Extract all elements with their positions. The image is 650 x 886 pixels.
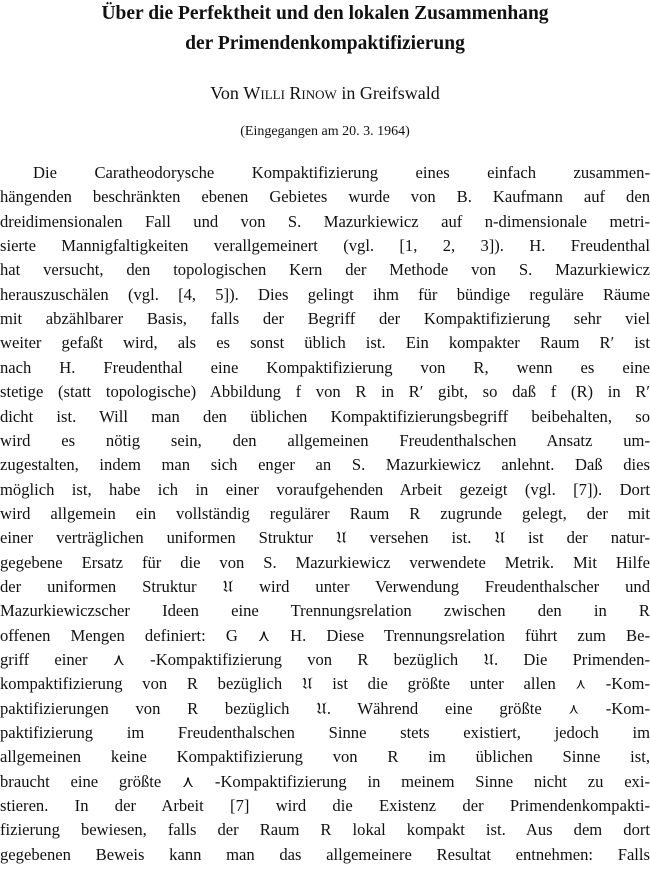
- text-line: Mazurkiewiczscher Ideen eine Trennungsrelation zwischen den in R: [0, 601, 650, 621]
- text-line: hat versucht, den topologischen Kern der Methode von S. Mazurkiewicz: [0, 260, 650, 280]
- text-line: weiter gefaßt wird, als es sonst üblich ist. Ein kompakter Raum R′ ist: [0, 333, 650, 353]
- text-line: wird allgemein ein vollständig regulärer Raum R zugrunde gelegt, der mit: [0, 503, 650, 523]
- text-line: mit abzählbarer Basis, falls der Begriff der Kompaktifizierung sehr viel: [0, 309, 650, 329]
- text-line: kompaktifizierung von R bezüglich 𝔘 ist die größte unter allen ⋏ -Kom-: [0, 674, 650, 694]
- text-line: stieren. In der Arbeit [7] wird die Existenz der Primendenkompakti-: [0, 796, 650, 816]
- text-line: der uniformen Struktur 𝔘 wird unter Verwendung Freudenthalscher und: [0, 576, 650, 596]
- text-line: zugestalten, indem man sich enger an S. Mazurkiewicz anlehnt. Daß dies: [0, 455, 650, 475]
- text-line: griff einer ⋏ -Kompaktifizierung von R bezüglich 𝔘. Die Primenden-: [0, 650, 650, 669]
- text-line: dreidimensionalen Fall und von S. Mazurkiewicz auf n-dimensionale metri-: [0, 211, 650, 231]
- text-line: braucht eine größte ⋏ -Kompaktifizierung in meinem Sinne nicht zu exi-: [0, 771, 650, 791]
- paper-title-line-1: Über die Perfektheit und den lokalen Zusammenhang: [101, 3, 549, 24]
- text-line: stetige (statt topologische) Abbildung f von R in R′ gibt, so daß f (R) in R′: [0, 382, 650, 402]
- text-line: hängenden beschränkten ebenen Gebietes wurde von B. Kaufmann auf den: [0, 187, 650, 207]
- text-line: herauszuschälen (vgl. [4, 5]). Dies gelingt ihm für bündige reguläre Räume: [0, 284, 650, 304]
- text-line: offenen Mengen definiert: G ⋏ H. Diese Trennungsrelation führt zum Be-: [0, 625, 650, 645]
- text-line: sierte Mannigfaltigkeiten verallgemeinert (vgl. [1, 2, 3]). H. Freudenthal: [0, 236, 650, 256]
- text-line: einer verträglichen uniformen Struktur 𝔘 versehen ist. 𝔘 ist der natur-: [0, 528, 650, 548]
- text-line: fizierung bewiesen, falls der Raum R lokal kompakt ist. Aus dem dort: [0, 820, 650, 840]
- author-affiliation: in Greifswald: [341, 83, 440, 103]
- author-prefix: Von: [210, 83, 239, 103]
- text-line: möglich ist, habe ich in einer voraufgehenden Arbeit gezeigt (vgl. [7]). Dort: [0, 479, 650, 499]
- paper-title-line-2: der Primendenkompaktifizierung: [185, 33, 465, 54]
- author-name: Willi Rinow: [243, 83, 337, 103]
- author-line: [20, 80, 630, 106]
- text-line: gegebene Ersatz für die von S. Mazurkiewicz verwendete Metrik. Mit Hilfe: [0, 552, 650, 572]
- text-line: gegebenen Beweis kann man das allgemeinere Resultat entnehmen: Falls: [0, 844, 650, 864]
- text-line: paktifizierungen von R bezüglich 𝔘. Während eine größte ⋏ -Kom-: [0, 698, 650, 718]
- text-line: allgemeinen keine Kompaktifizierung von R im üblichen Sinne ist,: [0, 747, 650, 767]
- text-line: dicht ist. Will man den üblichen Kompaktifizierungsbegriff beibehalten, so: [0, 406, 650, 426]
- text-line: Die Caratheodorysche Kompaktifizierung eines einfach zusammen-: [33, 163, 650, 182]
- text-line: paktifizierung im Freudenthalschen Sinne stets existiert, jedoch im: [0, 723, 650, 743]
- text-line: wird es nötig sein, den allgemeinen Freudenthalschen Ansatz um-: [0, 430, 650, 450]
- received-date: (Eingegangen am 20. 3. 1964): [240, 124, 410, 139]
- text-line: nach H. Freudenthal eine Kompaktifizierung von R, wenn es eine: [0, 357, 650, 377]
